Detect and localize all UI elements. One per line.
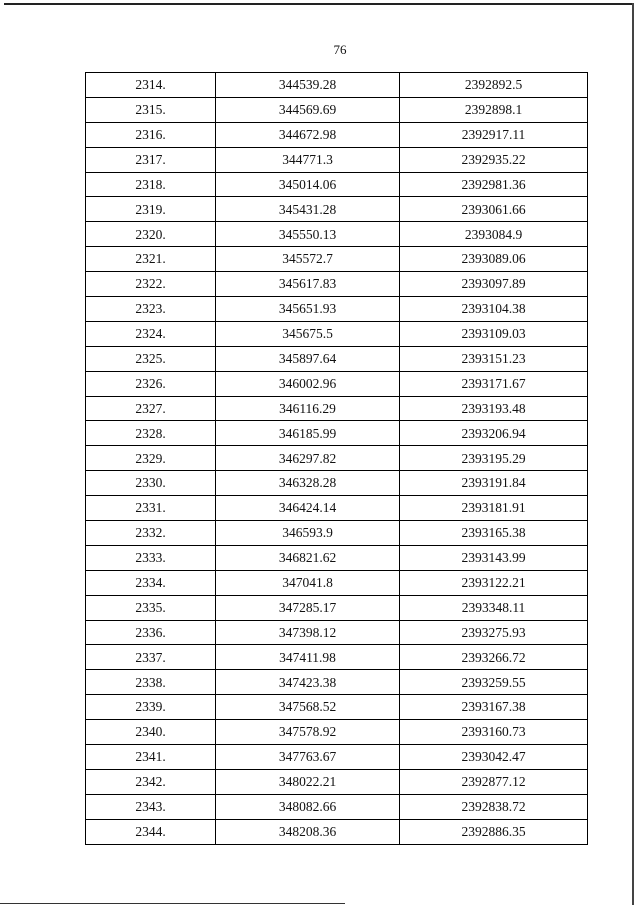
- table-row: [86, 147, 588, 172]
- y-coordinate-cell: 2393165.38: [400, 521, 588, 546]
- y-coordinate-cell: 2393084.9: [400, 222, 588, 247]
- x-coordinate-cell: 347763.67: [216, 745, 400, 770]
- y-coordinate-cell: 2392838.72: [400, 794, 588, 819]
- y-coordinate-cell: 2393151.23: [400, 346, 588, 371]
- table-row: [86, 471, 588, 496]
- y-coordinate-cell: 2393266.72: [400, 645, 588, 670]
- x-coordinate-cell: 346002.96: [216, 371, 400, 396]
- x-coordinate-cell: 345617.83: [216, 272, 400, 297]
- x-coordinate-cell: 346424.14: [216, 496, 400, 521]
- table-row: [86, 97, 588, 122]
- table-row: [86, 297, 588, 322]
- x-coordinate-cell: 346116.29: [216, 396, 400, 421]
- y-coordinate-cell: 2393206.94: [400, 421, 588, 446]
- x-coordinate-cell: 346297.82: [216, 446, 400, 471]
- point-number-cell: 2319.: [86, 197, 216, 222]
- point-number-cell: 2340.: [86, 720, 216, 745]
- table-row: [86, 197, 588, 222]
- table-row: [86, 819, 588, 844]
- footnote-rule: [0, 903, 345, 904]
- point-number-cell: 2321.: [86, 247, 216, 272]
- y-coordinate-cell: 2392981.36: [400, 172, 588, 197]
- x-coordinate-cell: 345897.64: [216, 346, 400, 371]
- x-coordinate-cell: 344771.3: [216, 147, 400, 172]
- x-coordinate-cell: 347578.92: [216, 720, 400, 745]
- point-number-cell: 2325.: [86, 346, 216, 371]
- y-coordinate-cell: 2393195.29: [400, 446, 588, 471]
- scan-border-top: [4, 3, 632, 5]
- x-coordinate-cell: 347568.52: [216, 695, 400, 720]
- x-coordinate-cell: 347423.38: [216, 670, 400, 695]
- y-coordinate-cell: 2393143.99: [400, 545, 588, 570]
- point-number-cell: 2328.: [86, 421, 216, 446]
- table-row: [86, 73, 588, 98]
- point-number-cell: 2337.: [86, 645, 216, 670]
- table-row: [86, 421, 588, 446]
- y-coordinate-cell: 2393160.73: [400, 720, 588, 745]
- table-row: [86, 570, 588, 595]
- y-coordinate-cell: 2393193.48: [400, 396, 588, 421]
- table-row: [86, 346, 588, 371]
- y-coordinate-cell: 2392917.11: [400, 122, 588, 147]
- x-coordinate-cell: 345572.7: [216, 247, 400, 272]
- y-coordinate-cell: 2393171.67: [400, 371, 588, 396]
- y-coordinate-cell: 2393104.38: [400, 297, 588, 322]
- table-row: [86, 794, 588, 819]
- page-number: 76: [333, 42, 347, 57]
- point-number-cell: 2331.: [86, 496, 216, 521]
- point-number-cell: 2343.: [86, 794, 216, 819]
- y-coordinate-cell: 2392898.1: [400, 97, 588, 122]
- point-number-cell: 2344.: [86, 819, 216, 844]
- x-coordinate-cell: 346185.99: [216, 421, 400, 446]
- table-row: [86, 222, 588, 247]
- x-coordinate-cell: 345550.13: [216, 222, 400, 247]
- point-number-cell: 2315.: [86, 97, 216, 122]
- point-number-cell: 2318.: [86, 172, 216, 197]
- y-coordinate-cell: 2392892.5: [400, 73, 588, 98]
- x-coordinate-cell: 344569.69: [216, 97, 400, 122]
- x-coordinate-cell: 345675.5: [216, 321, 400, 346]
- point-number-cell: 2329.: [86, 446, 216, 471]
- x-coordinate-cell: 345431.28: [216, 197, 400, 222]
- point-number-cell: 2330.: [86, 471, 216, 496]
- y-coordinate-cell: 2393042.47: [400, 745, 588, 770]
- x-coordinate-cell: 345651.93: [216, 297, 400, 322]
- x-coordinate-cell: 345014.06: [216, 172, 400, 197]
- x-coordinate-cell: 346821.62: [216, 545, 400, 570]
- table-row: [86, 769, 588, 794]
- point-number-cell: 2333.: [86, 545, 216, 570]
- x-coordinate-cell: 347285.17: [216, 595, 400, 620]
- y-coordinate-cell: 2393122.21: [400, 570, 588, 595]
- coordinates-table-body: [86, 73, 588, 845]
- table-row: [86, 272, 588, 297]
- point-number-cell: 2336.: [86, 620, 216, 645]
- point-number-cell: 2316.: [86, 122, 216, 147]
- table-row: [86, 172, 588, 197]
- table-row: [86, 545, 588, 570]
- point-number-cell: 2322.: [86, 272, 216, 297]
- table-row: [86, 645, 588, 670]
- table-row: [86, 321, 588, 346]
- x-coordinate-cell: 344672.98: [216, 122, 400, 147]
- y-coordinate-cell: 2393191.84: [400, 471, 588, 496]
- x-coordinate-cell: 347398.12: [216, 620, 400, 645]
- x-coordinate-cell: 348022.21: [216, 769, 400, 794]
- x-coordinate-cell: 347041.8: [216, 570, 400, 595]
- table-row: [86, 745, 588, 770]
- x-coordinate-cell: 346593.9: [216, 521, 400, 546]
- y-coordinate-cell: 2393348.11: [400, 595, 588, 620]
- point-number-cell: 2341.: [86, 745, 216, 770]
- table-row: [86, 720, 588, 745]
- point-number-cell: 2320.: [86, 222, 216, 247]
- y-coordinate-cell: 2393089.06: [400, 247, 588, 272]
- table-row: [86, 371, 588, 396]
- table-row: [86, 496, 588, 521]
- x-coordinate-cell: 348208.36: [216, 819, 400, 844]
- x-coordinate-cell: 347411.98: [216, 645, 400, 670]
- point-number-cell: 2327.: [86, 396, 216, 421]
- y-coordinate-cell: 2392935.22: [400, 147, 588, 172]
- point-number-cell: 2339.: [86, 695, 216, 720]
- table-row: [86, 247, 588, 272]
- y-coordinate-cell: 2393061.66: [400, 197, 588, 222]
- y-coordinate-cell: 2393275.93: [400, 620, 588, 645]
- point-number-cell: 2342.: [86, 769, 216, 794]
- table-row: [86, 695, 588, 720]
- y-coordinate-cell: 2393109.03: [400, 321, 588, 346]
- point-number-cell: 2332.: [86, 521, 216, 546]
- point-number-cell: 2324.: [86, 321, 216, 346]
- table-row: [86, 620, 588, 645]
- x-coordinate-cell: 346328.28: [216, 471, 400, 496]
- table-row: [86, 396, 588, 421]
- scan-border-right: [632, 3, 634, 905]
- y-coordinate-cell: 2393181.91: [400, 496, 588, 521]
- table-row: [86, 446, 588, 471]
- point-number-cell: 2317.: [86, 147, 216, 172]
- point-number-cell: 2323.: [86, 297, 216, 322]
- point-number-cell: 2314.: [86, 73, 216, 98]
- x-coordinate-cell: 344539.28: [216, 73, 400, 98]
- coordinates-table: [85, 72, 588, 845]
- table-row: [86, 122, 588, 147]
- x-coordinate-cell: 348082.66: [216, 794, 400, 819]
- y-coordinate-cell: 2393167.38: [400, 695, 588, 720]
- table-row: [86, 521, 588, 546]
- y-coordinate-cell: 2393097.89: [400, 272, 588, 297]
- y-coordinate-cell: 2392886.35: [400, 819, 588, 844]
- y-coordinate-cell: 2392877.12: [400, 769, 588, 794]
- table-row: [86, 595, 588, 620]
- point-number-cell: 2334.: [86, 570, 216, 595]
- y-coordinate-cell: 2393259.55: [400, 670, 588, 695]
- point-number-cell: 2326.: [86, 371, 216, 396]
- point-number-cell: 2335.: [86, 595, 216, 620]
- point-number-cell: 2338.: [86, 670, 216, 695]
- table-row: [86, 670, 588, 695]
